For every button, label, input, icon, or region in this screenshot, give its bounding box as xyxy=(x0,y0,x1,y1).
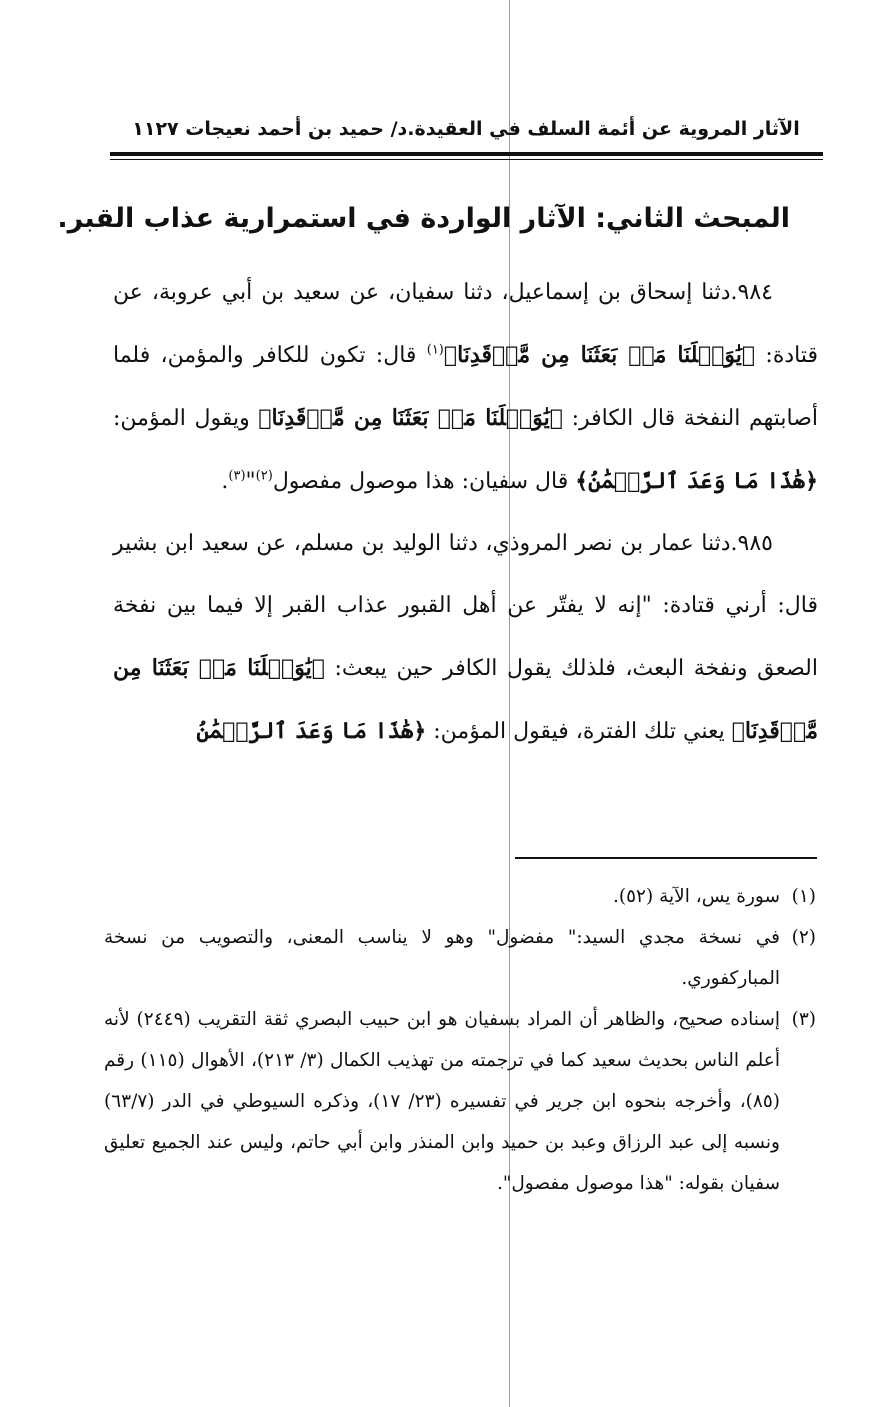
header-rule-thin xyxy=(110,159,823,160)
footnote-1 xyxy=(104,876,816,917)
paragraph-984 xyxy=(113,262,818,513)
paragraph-text: قال سفيان: هذا موصول مفصول xyxy=(272,469,569,494)
footnote-3 xyxy=(104,999,816,1204)
quran-verse: ﴿هَٰذَا مَا وَعَدَ ٱلرَّحۡمَٰنُ xyxy=(196,718,427,744)
footnote-number: (١) xyxy=(791,886,816,907)
closing-quote: " xyxy=(245,469,256,494)
paragraph-end: . xyxy=(221,469,229,494)
quran-verse: ﴿يَٰوَيۡلَنَا مَنۢ بَعَثَنَا مِن مَّرۡقَدِنَا﴾ xyxy=(258,405,563,431)
paragraph-text: ٩٨٥.دثنا عمار بن نصر المروذي، دثنا الوليد بن مسلم، عن سعيد ابن بشير قال: أرني قتادة: "إنه لا يفتّر عن أهل القبور عذاب القبر إلا فيما بين نفخة الصعق ونفخة البعث، فلذلك يقول الكافر حين يبعث: xyxy=(113,531,819,681)
paragraph-text: يعني تلك الفترة، فيقول المؤمن: xyxy=(433,719,725,744)
footnote-ref-1: (١) xyxy=(426,342,444,358)
quran-verse: ﴿يَٰوَيۡلَنَا مَنۢ بَعَثَنَا مِن مَّرۡقَدِنَا﴾ xyxy=(443,342,756,368)
quran-verse: ﴿يَٰوَيۡلَنَا مَنۢ بَعَثَنَا مِن مَّرۡقَدِنَا﴾ xyxy=(113,655,818,744)
footnote-text: سورة يس، الآية (٥٢). xyxy=(613,886,780,907)
footnote-number: (٢) xyxy=(791,927,816,948)
quran-verse: ﴿هَٰذَا مَا وَعَدَ ٱلرَّحۡمَٰنُ﴾ xyxy=(575,468,818,494)
footnote-text: في نسخة مجدي السيد:" مفضول" وهو لا يناسب المعنى، والتصويب من نسخة المباركفوري. xyxy=(104,927,780,989)
footnote-number: (٣) xyxy=(791,1009,816,1030)
footnotes xyxy=(104,876,816,1204)
footnote-ref-2: (٢) xyxy=(255,468,273,484)
section-title: المبحث الثاني: الآثار الواردة في استمرارية عذاب القبر. xyxy=(57,203,790,234)
footnote-separator xyxy=(515,857,817,859)
paragraph-text: ويقول المؤمن: xyxy=(113,406,250,431)
running-header: الآثار المروية عن أئمة السلف في العقيدة.د/ حميد بن أحمد نعيجات ١١٢٧ xyxy=(132,118,800,140)
footnote-text: إسناده صحيح، والظاهر أن المراد بسفيان هو ابن حبيب البصري ثقة التقريب (٢٤٤٩) لأنه أعلم الناس بحديث سعيد كما في ترجمته من تهذيب الكمال (٣/ ٢١٣)، الأهوال (١١٥) رقم (٨٥)، وأخرجه بنحوه ابن جرير في تفسيره (٢٣/ ١٧)، وذكره السيوطي في الدر (٦٣/٧) ونسبه إلى عبد الرزاق وعبد بن حميد وابن المنذر وابن أبي حاتم، وليس عند الجميع تعليق سفيان بقوله: "هذا موصول مفصول". xyxy=(104,1009,781,1194)
paragraph-985 xyxy=(113,513,818,763)
footnote-ref-3: (٣) xyxy=(228,468,246,484)
header-rule-thick xyxy=(110,152,823,156)
paragraph-text: ٩٨٤.دثنا إسحاق بن إسماعيل، دثنا سفيان، عن سعيد بن أبي عروبة، عن قتادة: xyxy=(113,280,819,368)
footnote-2 xyxy=(104,917,816,999)
paragraph-text: قال: تكون للكافر والمؤمن، فلما أصابتهم النفخة قال الكافر: xyxy=(113,343,818,431)
main-text xyxy=(113,262,818,763)
